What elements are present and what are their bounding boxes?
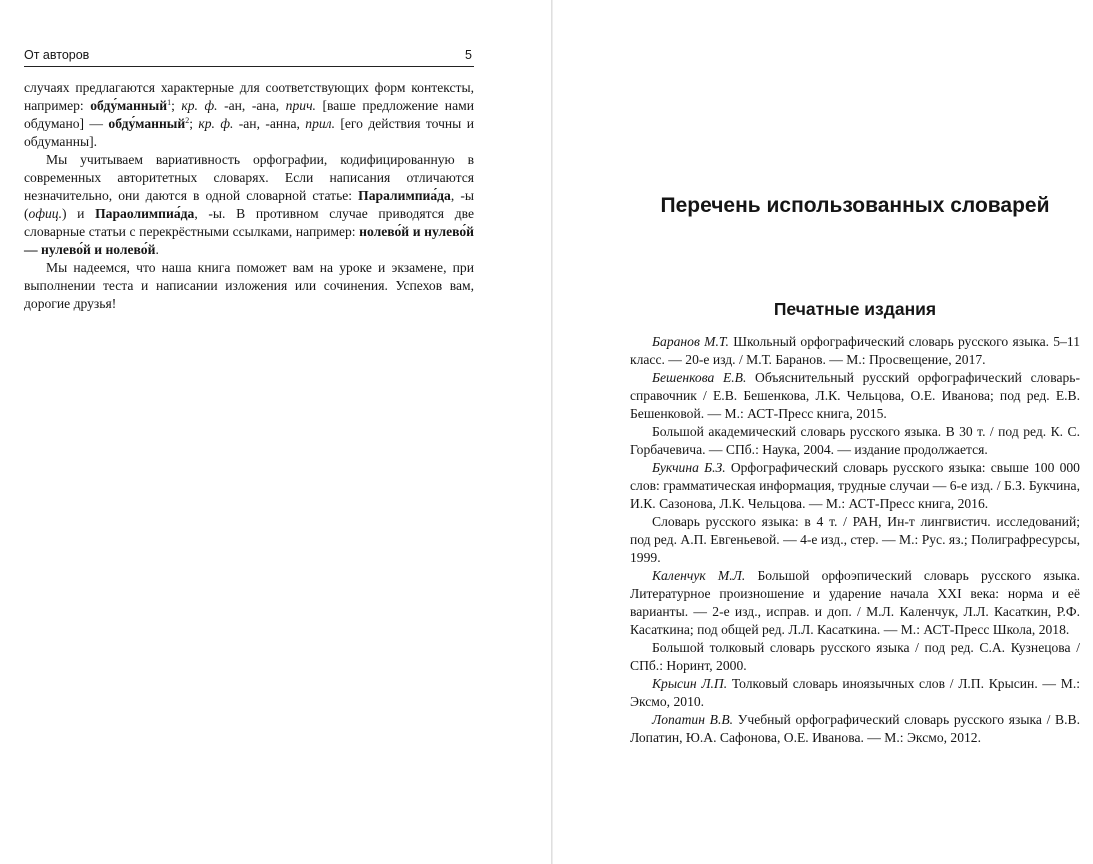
section-title: Перечень использованных словарей <box>660 194 1050 217</box>
paragraph-orthography-variants: Мы учитываем вариативность орфографии, кодифицированную в современных авторитетных словарях. Если написания отличаются незначительно, они даются в одной словарной статье: Паралимпиа́да, -ы (офиц.) и Параолимпиа́да, -ы. В противном случае приводятся две словарные статьи с перекрёстными ссылками, например: нолево́й и нулево́й — нулево́й и нолево́й. <box>24 152 474 257</box>
bibliography-entry: Каленчук М.Л. Большой орфоэпический словарь русского языка. Литературное произношение и ударение начала XXI века: норма и её варианты. — 2-е изд., исправ. и доп. / М.Л. Каленчук, Л.Л. Касаткин, Р.Ф. Касаткина; под общей ред. Л.Л. Касаткина. — М.: АСТ-Пресс Школа, 2018. <box>630 568 1080 637</box>
header-rule <box>24 66 474 67</box>
page-number: 5 <box>465 48 472 62</box>
left-page-body <box>24 79 474 313</box>
paragraph-continuation: случаях предлагаются характерные для соответствующих форм контексты, например: обду́манный$^1$; кр. ф. -ан, -ана, прич. [ваше предложение нами обдумано] — обду́манный$^2$; кр. ф. -ан, -анна, прил. [его действия точны и обдуманны]. <box>24 80 474 149</box>
running-head-title: От авторов <box>24 48 90 62</box>
page-spread-divider <box>551 0 553 864</box>
paragraph-closing: Мы надеемся, что наша книга поможет вам на уроке и экзамене, при выполнении теста и написании изложения или сочинения. Успехов вам, дорогие друзья! <box>24 260 474 311</box>
bibliography-list <box>630 333 1080 747</box>
bibliography-entry: Большой академический словарь русского языка. В 30 т. / под ред. К. С. Горбачевича. — СПб.: Наука, 2004. — издание продолжается. <box>630 424 1080 457</box>
bibliography-entry: Бешенкова Е.В. Объяснительный русский орфографический словарь-справочник / Е.В. Бешенкова, Л.К. Чельцова, О.Е. Иванова; под ред. Е.В. Бешенковой. — М.: АСТ-Пресс книга, 2015. <box>630 370 1081 421</box>
bibliography-entry: Крысин Л.П. Толковый словарь иноязычных слов / Л.П. Крысин. — М.: Эксмо, 2010. <box>630 676 1080 709</box>
bibliography-entry: Букчина Б.З. Орфографический словарь русского языка: свыше 100 000 слов: грамматическая информация, трудные случаи — 6-е изд. / Б.З. Букчина, И.К. Сазонова, Л.К. Чельцова. — М.: АСТ-Пресс книга, 2016. <box>630 460 1080 511</box>
subsection-title: Печатные издания <box>773 299 937 319</box>
bibliography-entry: Баранов М.Т. Школьный орфографический словарь русского языка. 5–11 класс. — 20-е изд. / М.Т. Баранов. — М.: Просвещение, 2017. <box>630 334 1080 367</box>
bibliography-entry: Лопатин В.В. Учебный орфографический словарь русского языка / В.В. Лопатин, Ю.А. Сафонова, О.Е. Иванова. — М.: Эксмо, 2012. <box>630 712 1080 745</box>
bibliography-entry: Большой толковый словарь русского языка / под ред. С.А. Кузнецова / СПб.: Норинт, 2000. <box>630 640 1080 673</box>
bibliography-entry: Словарь русского языка: в 4 т. / РАН, Ин-т лингвистич. исследований; под ред. А.П. Евгеньевой. — 4-е изд., стер. — М.: Рус. яз.; Полиграфресурсы, 1999. <box>630 514 1080 565</box>
running-head <box>24 48 474 64</box>
